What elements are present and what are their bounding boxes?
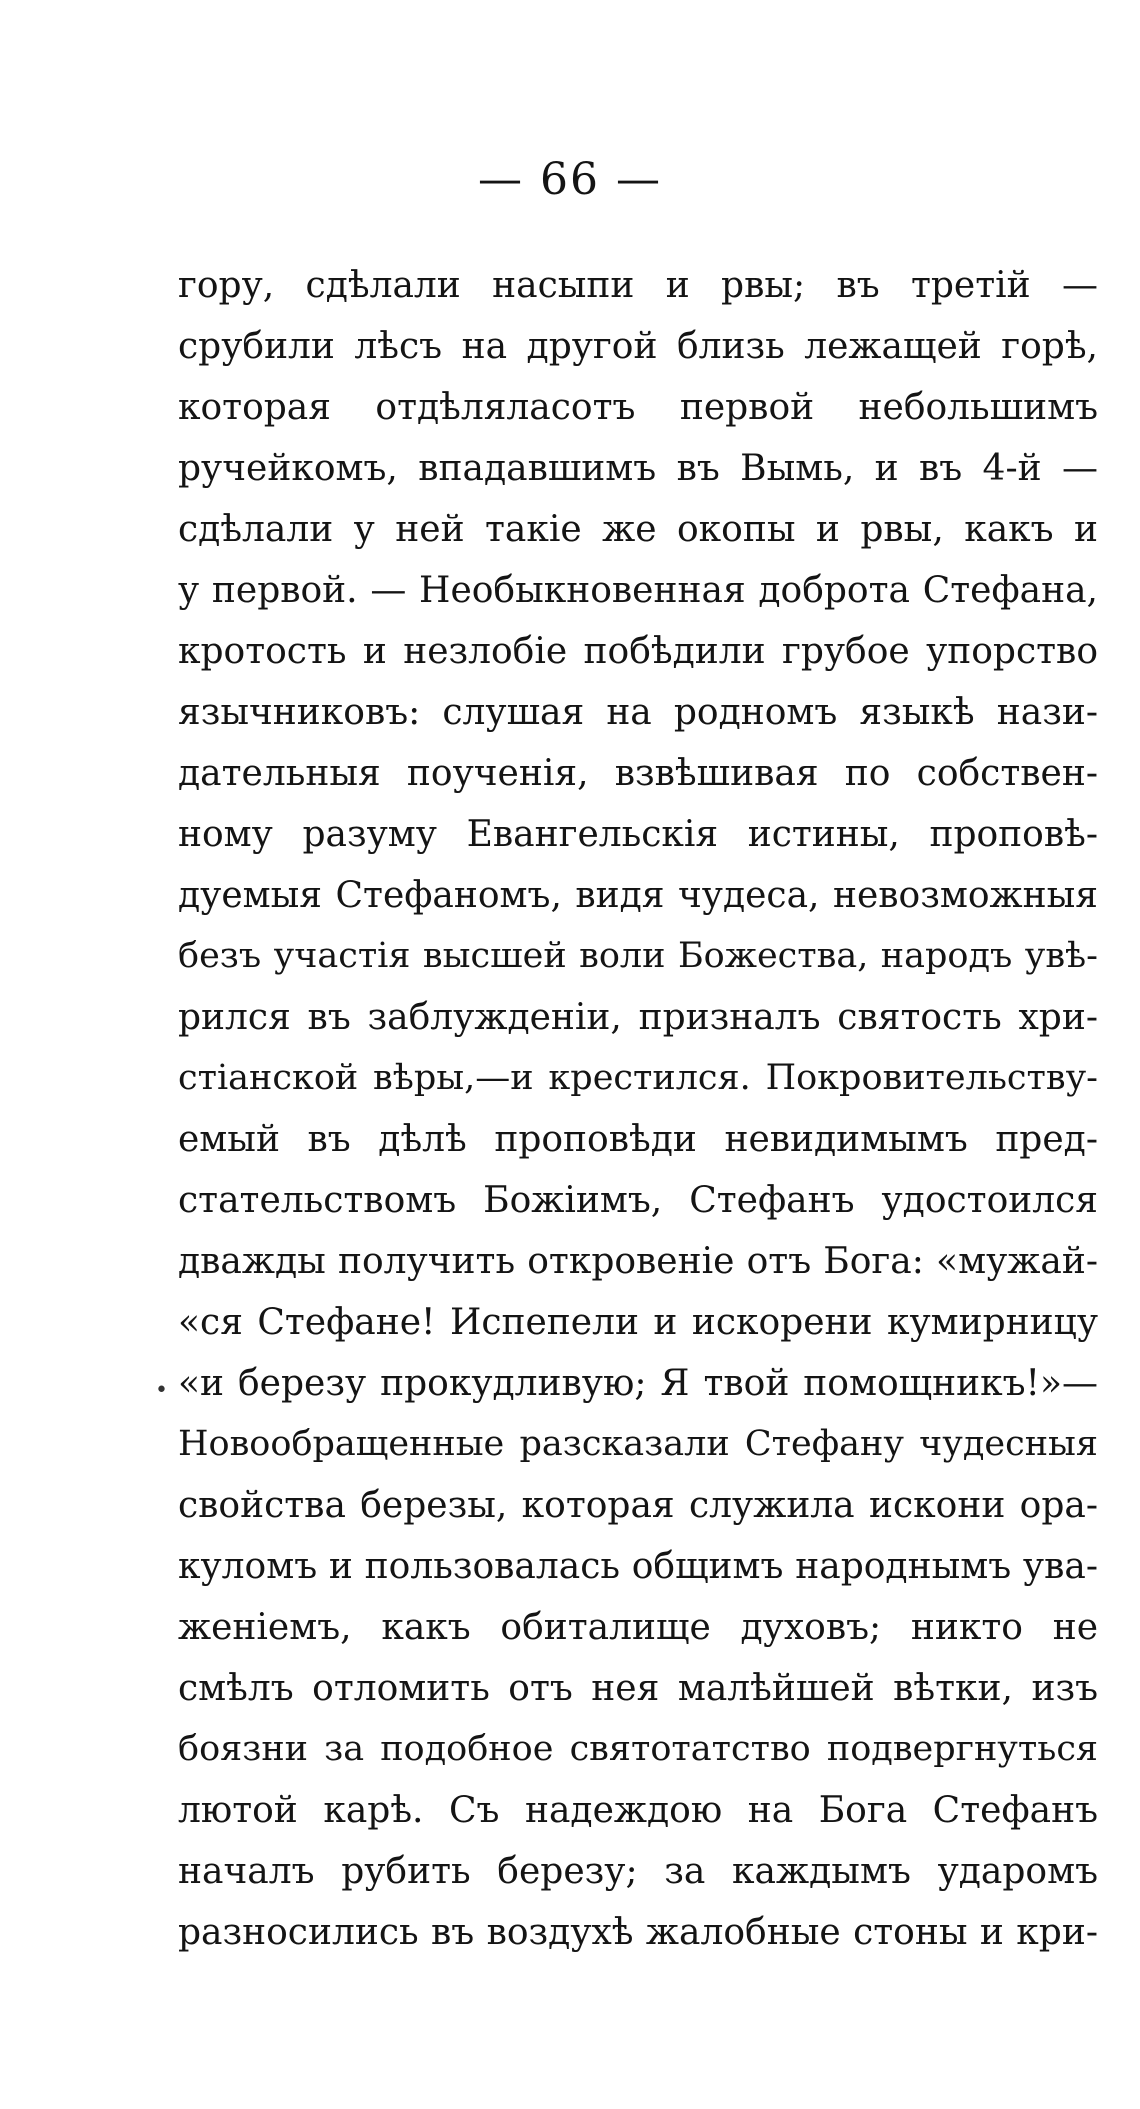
text-line: дважды получить откровеніе отъ Бога: «мужай- bbox=[178, 1241, 1098, 1282]
text-line: ручейкомъ, впадавшимъ въ Вымь, и въ 4-й — bbox=[178, 448, 1098, 489]
text-line: стательствомъ Божіимъ, Стефанъ удостоился bbox=[178, 1180, 1098, 1221]
text-line: смѣлъ отломить отъ нея малѣйшей вѣтки, изъ bbox=[178, 1668, 1098, 1709]
text-line: ному разуму Евангельскія истины, проповѣ- bbox=[178, 814, 1098, 855]
text-line: стіанской вѣры,—и крестился. Покровительству- bbox=[178, 1058, 1098, 1098]
text-line: Новообращенные разсказали Стефану чудесныя bbox=[178, 1424, 1098, 1464]
text-line: емый въ дѣлѣ проповѣди невидимымъ пред- bbox=[178, 1119, 1098, 1160]
text-line: дательныя поученія, взвѣшивая по собствен- bbox=[178, 753, 1098, 794]
text-line: куломъ и пользовалась общимъ народнымъ ува- bbox=[178, 1546, 1098, 1587]
text-line: у первой. — Необыкновенная доброта Стефана, bbox=[178, 570, 1098, 611]
margin-mark: • bbox=[155, 1378, 168, 1403]
text-line: началъ рубить березу; за каждымъ ударомъ bbox=[178, 1851, 1098, 1892]
body-text bbox=[178, 255, 1098, 1963]
text-line: безъ участія высшей воли Божества, народъ увѣ- bbox=[178, 936, 1098, 976]
text-line: лютой карѣ. Съ надеждою на Бога Стефанъ bbox=[178, 1790, 1098, 1831]
text-line: гору, сдѣлали насыпи и рвы; въ третій — bbox=[178, 265, 1098, 306]
text-line: язычниковъ: слушая на родномъ языкѣ нази- bbox=[178, 692, 1098, 733]
text-line: «и березу прокудливую; Я твой помощникъ!»— bbox=[178, 1363, 1098, 1404]
page-number: — 66 — bbox=[478, 154, 662, 205]
text-line: дуемыя Стефаномъ, видя чудеса, невозможныя bbox=[178, 875, 1098, 916]
text-line: «ся Стефане! Испепели и искорени кумирницу bbox=[178, 1302, 1098, 1343]
text-line: сдѣлали у ней такіе же окопы и рвы, какъ и bbox=[178, 509, 1098, 550]
text-line: женіемъ, какъ обиталище духовъ; никто не bbox=[178, 1607, 1098, 1648]
text-line: рился въ заблужденіи, призналъ святость хри- bbox=[178, 997, 1098, 1038]
text-line: боязни за подобное святотатство подвергнуться bbox=[178, 1729, 1098, 1769]
text-line: свойства березы, которая служила искони ора- bbox=[178, 1485, 1098, 1526]
text-line: которая отдѣляласотъ первой небольшимъ bbox=[178, 387, 1098, 428]
text-line: кротость и незлобіе побѣдили грубое упорство bbox=[178, 631, 1098, 672]
text-line: разносились въ воздухѣ жалобные стоны и кри- bbox=[178, 1912, 1098, 1953]
text-line: срубили лѣсъ на другой близь лежащей горѣ, bbox=[178, 326, 1098, 367]
